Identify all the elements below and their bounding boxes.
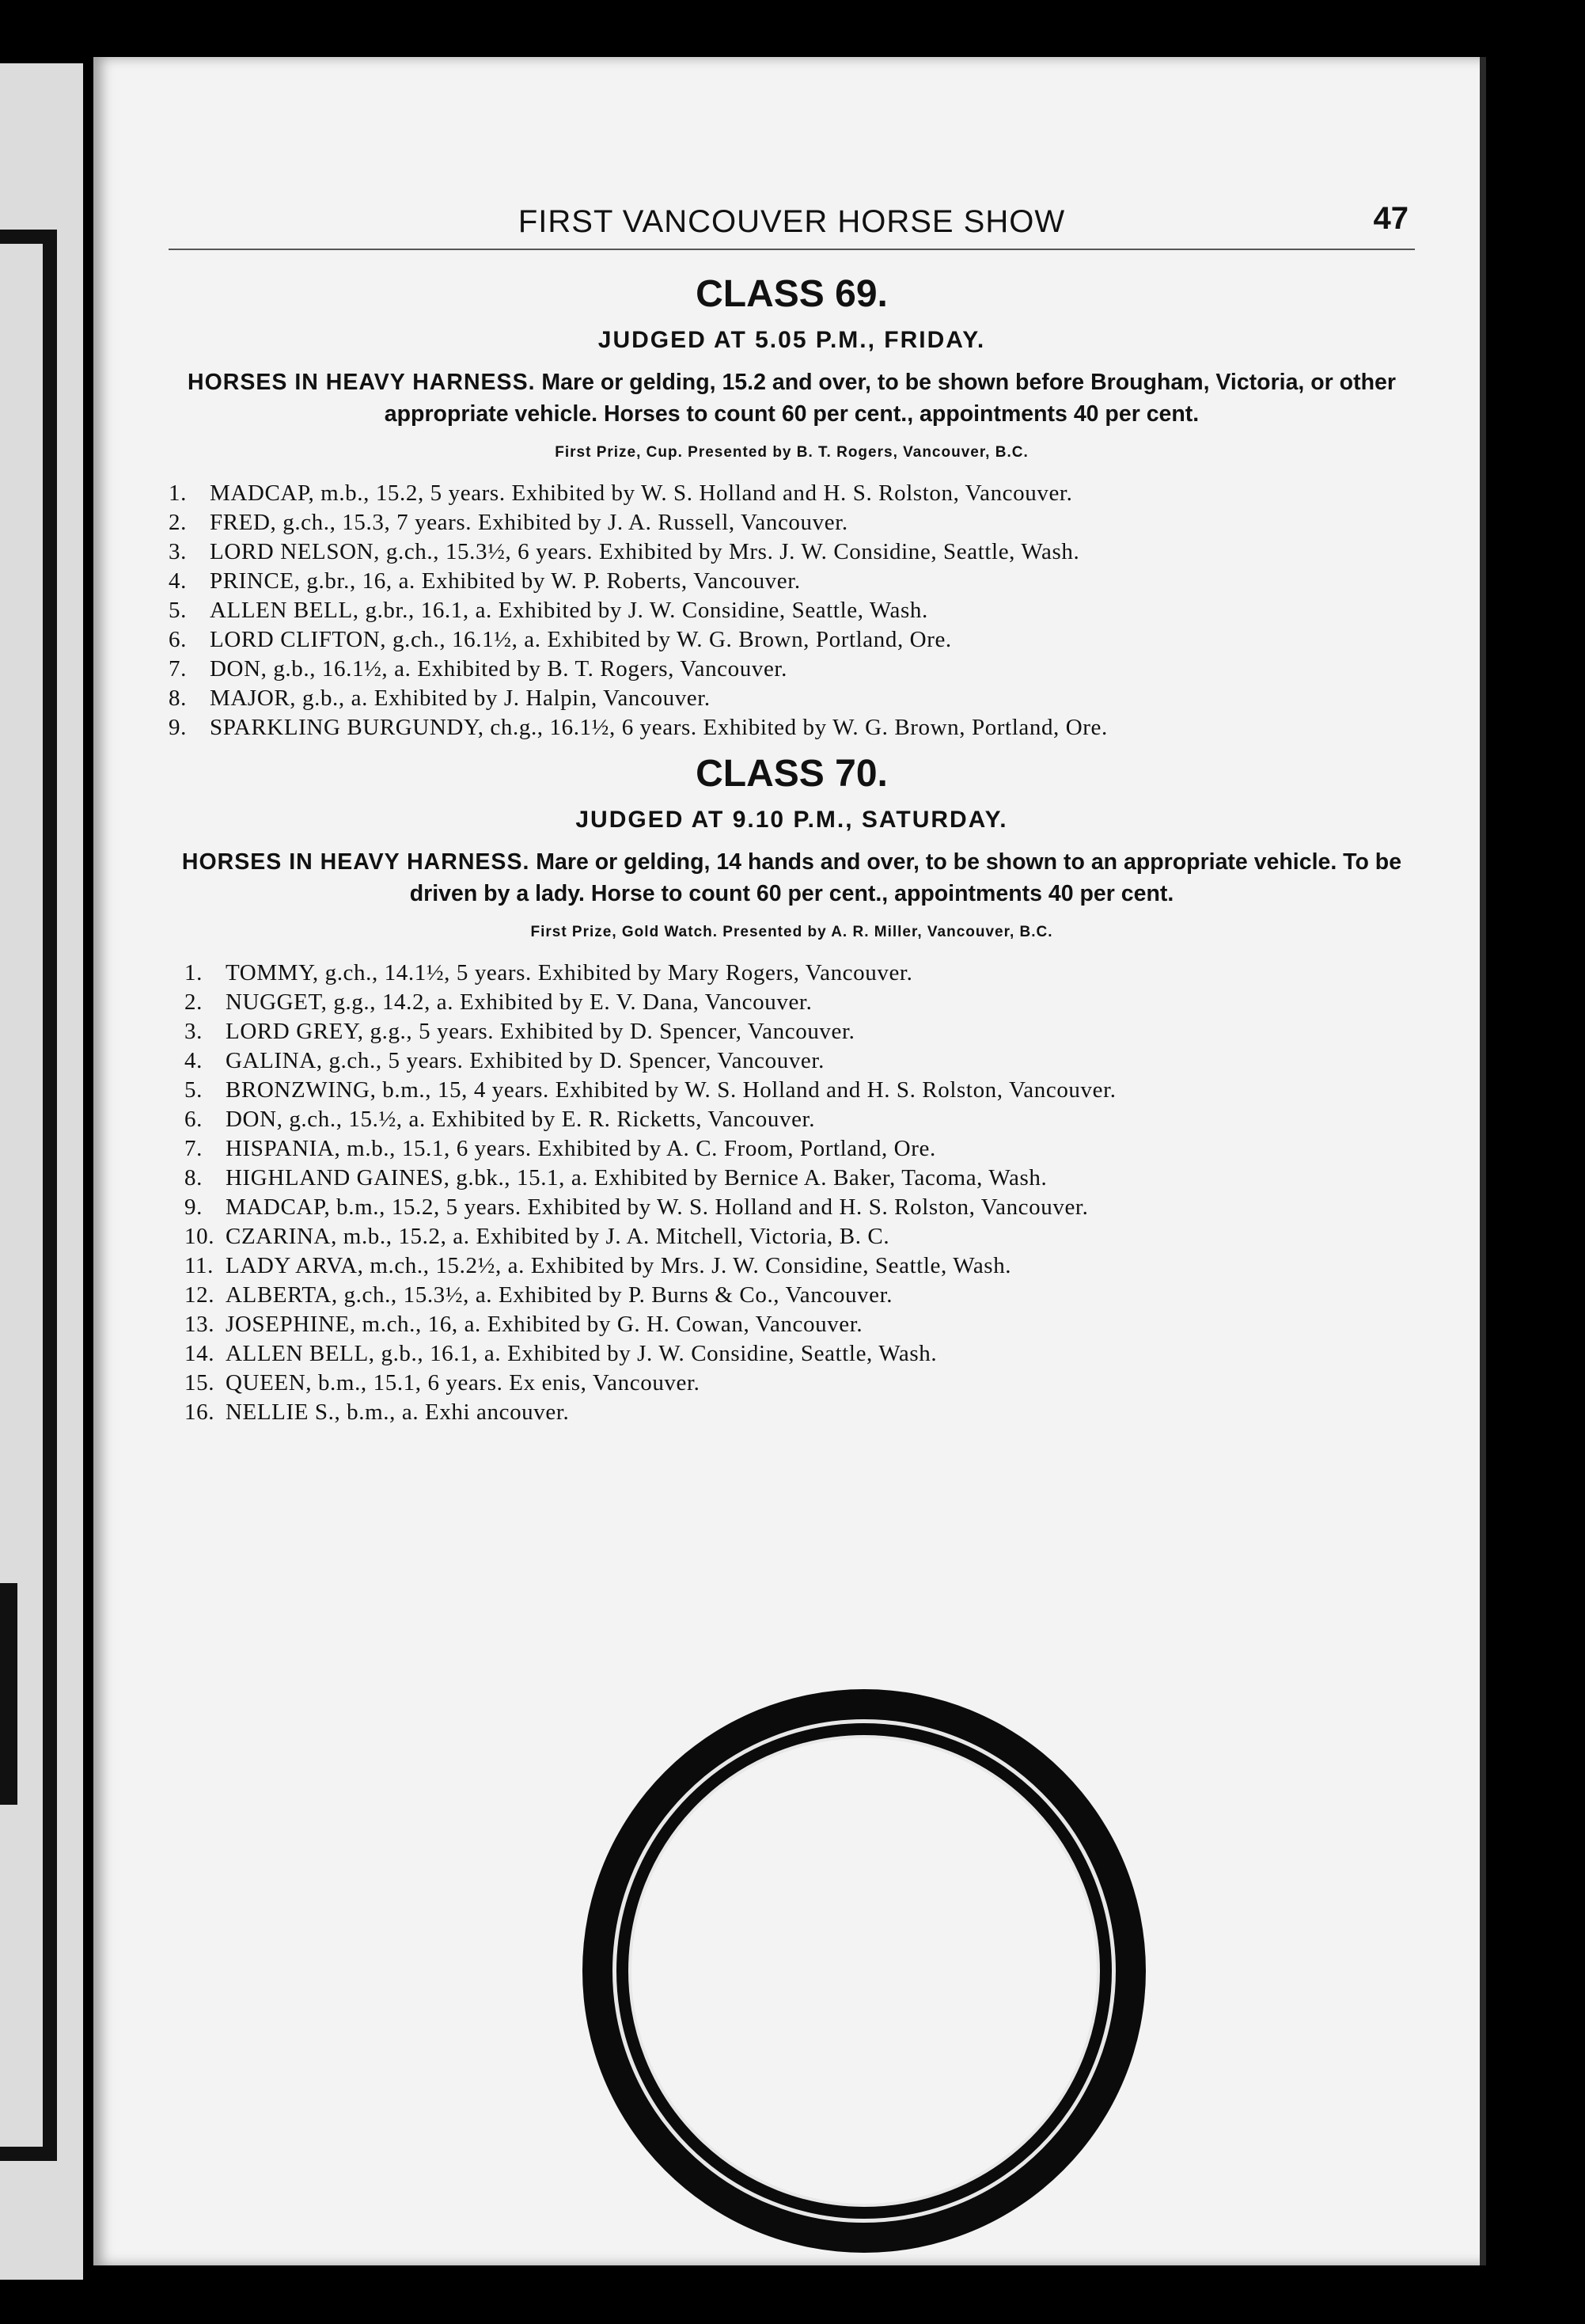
list-item (169, 1164, 1415, 1193)
list-item (169, 713, 1415, 742)
entry-number: 15. (184, 1370, 215, 1396)
entry-text: TOMMY, g.ch., 14.1½, 5 years. Exhibited by Mary Rogers, Vancouver. (226, 960, 913, 985)
class-description-lead: HORSES IN HEAVY HARNESS. (188, 370, 536, 395)
entry-text: ALBERTA, g.ch., 15.3½, a. Exhibited by P. Burns & Co., Vancouver. (226, 1282, 893, 1308)
entry-number: 16. (184, 1399, 215, 1425)
list-item (169, 1193, 1415, 1222)
class-description-text: Mare or gelding, 15.2 and over, to be shown before Brougham, Victoria, or other appropriate vehicle. Horses to count 60 per cent., appointments 40 per cent. (384, 370, 1396, 427)
judging-time: JUDGED AT 9.10 P.M., SATURDAY. (575, 807, 1008, 833)
list-item (169, 1017, 1415, 1046)
entry-number: 14. (184, 1341, 215, 1366)
list-item (169, 1398, 1415, 1427)
list-item (169, 655, 1415, 684)
list-item (169, 988, 1415, 1017)
class-heading: CLASS 70. (696, 753, 888, 795)
entry-text: LORD NELSON, g.ch., 15.3½, 6 years. Exhibited by Mrs. J. W. Considine, Seattle, Wash. (210, 539, 1080, 564)
entry-text: NELLIE S., b.m., a. Exhi ancouver. (226, 1399, 570, 1425)
entry-text: HIGHLAND GAINES, g.bk., 15.1, a. Exhibited by Bernice A. Baker, Tacoma, Wash. (226, 1165, 1048, 1190)
page-content (169, 199, 1415, 1427)
running-header (169, 199, 1415, 250)
list-item (169, 596, 1415, 625)
entry-list (169, 479, 1415, 742)
entry-text: ALLEN BELL, g.b., 16.1, a. Exhibited by J. W. Considine, Seattle, Wash. (226, 1341, 938, 1366)
entry-number: 9. (184, 1194, 203, 1220)
judging-time: JUDGED AT 5.05 P.M., FRIDAY. (597, 327, 986, 353)
adjacent-page-edge (0, 63, 83, 2280)
entry-number: 12. (184, 1282, 215, 1308)
entry-text: LORD GREY, g.g., 5 years. Exhibited by D. Spencer, Vancouver. (226, 1019, 855, 1044)
list-item (169, 959, 1415, 988)
entry-number: 5. (169, 598, 187, 623)
entry-text: PRINCE, g.br., 16, a. Exhibited by W. P. Roberts, Vancouver. (210, 568, 801, 594)
entry-number: 11. (184, 1253, 214, 1278)
list-item (169, 1076, 1415, 1105)
list-item (169, 1310, 1415, 1339)
entry-number: 4. (184, 1048, 203, 1073)
adjacent-page-ink-mark (0, 1583, 17, 1805)
page-edge-shadow (1480, 57, 1486, 2265)
entry-text: SPARKLING BURGUNDY, ch.g., 16.1½, 6 years. Exhibited by W. G. Brown, Portland, Ore. (210, 715, 1108, 740)
document-page (93, 57, 1486, 2265)
entry-text: JOSEPHINE, m.ch., 16, a. Exhibited by G. H. Cowan, Vancouver. (226, 1312, 863, 1337)
adjacent-page-border (0, 230, 57, 2161)
prize-line: First Prize, Gold Watch. Presented by A. R. Miller, Vancouver, B.C. (530, 924, 1053, 940)
entry-text: NUGGET, g.g., 14.2, a. Exhibited by E. V. Dana, Vancouver. (226, 989, 813, 1015)
entry-text: BRONZWING, b.m., 15, 4 years. Exhibited by W. S. Holland and H. S. Rolston, Vancouver. (226, 1077, 1117, 1103)
entry-number: 4. (169, 568, 187, 594)
stamp-inner-ring (628, 1735, 1100, 2207)
entry-number: 10. (184, 1224, 215, 1249)
list-item (169, 537, 1415, 567)
entry-number: 6. (169, 627, 187, 652)
entry-number: 2. (169, 510, 187, 535)
entry-text: FRED, g.ch., 15.3, 7 years. Exhibited by J. A. Russell, Vancouver. (210, 510, 848, 535)
entry-number: 13. (184, 1312, 215, 1337)
entry-text: DON, g.b., 16.1½, a. Exhibited by B. T. Rogers, Vancouver. (210, 656, 787, 682)
prize-line: First Prize, Cup. Presented by B. T. Rogers, Vancouver, B.C. (555, 444, 1029, 461)
entry-text: CZARINA, m.b., 15.2, a. Exhibited by J. A. Mitchell, Victoria, B. C. (226, 1224, 890, 1249)
page-number: 47 (1373, 201, 1409, 236)
entry-number: 6. (184, 1107, 203, 1132)
list-item (169, 1046, 1415, 1076)
class-description (169, 366, 1415, 430)
entry-number: 8. (184, 1165, 203, 1190)
list-item (169, 479, 1415, 508)
list-item (169, 508, 1415, 537)
class-description-lead: HORSES IN HEAVY HARNESS. (181, 849, 530, 875)
entry-number: 7. (169, 656, 187, 682)
entry-list (169, 959, 1415, 1427)
entry-number: 8. (169, 685, 187, 711)
class-heading: CLASS 69. (696, 273, 888, 315)
entry-number: 2. (184, 989, 203, 1015)
circular-stamp (582, 1689, 1146, 2253)
entry-number: 1. (184, 960, 203, 985)
entry-text: MADCAP, b.m., 15.2, 5 years. Exhibited by W. S. Holland and H. S. Rolston, Vancouver. (226, 1194, 1089, 1220)
list-item (169, 1134, 1415, 1164)
class-70-section (169, 752, 1415, 1427)
list-item (169, 1281, 1415, 1310)
entry-text: MADCAP, m.b., 15.2, 5 years. Exhibited by W. S. Holland and H. S. Rolston, Vancouver. (210, 480, 1073, 506)
entry-number: 7. (184, 1136, 203, 1161)
entry-text: QUEEN, b.m., 15.1, 6 years. Ex enis, Vancouver. (226, 1370, 700, 1396)
list-item (169, 1222, 1415, 1251)
running-title: FIRST VANCOUVER HORSE SHOW (518, 204, 1066, 239)
entry-text: ALLEN BELL, g.br., 16.1, a. Exhibited by J. W. Considine, Seattle, Wash. (210, 598, 928, 623)
entry-number: 3. (169, 539, 187, 564)
class-description-text: Mare or gelding, 14 hands and over, to be shown to an appropriate vehicle. To be driven by a lady. Horse to count 60 per cent., appointments 40 per cent. (409, 849, 1402, 906)
entry-text: MAJOR, g.b., a. Exhibited by J. Halpin, Vancouver. (210, 685, 711, 711)
list-item (169, 1105, 1415, 1134)
class-description (169, 846, 1415, 909)
entry-text: LADY ARVA, m.ch., 15.2½, a. Exhibited by Mrs. J. W. Considine, Seattle, Wash. (226, 1253, 1012, 1278)
entry-number: 9. (169, 715, 187, 740)
list-item (169, 625, 1415, 655)
entry-text: LORD CLIFTON, g.ch., 16.1½, a. Exhibited by W. G. Brown, Portland, Ore. (210, 627, 952, 652)
list-item (169, 1369, 1415, 1398)
list-item (169, 1339, 1415, 1369)
class-69-section (169, 272, 1415, 742)
entry-number: 5. (184, 1077, 203, 1103)
list-item (169, 684, 1415, 713)
entry-number: 1. (169, 480, 187, 506)
list-item (169, 567, 1415, 596)
entry-number: 3. (184, 1019, 203, 1044)
entry-text: HISPANIA, m.b., 15.1, 6 years. Exhibited by A. C. Froom, Portland, Ore. (226, 1136, 936, 1161)
entry-text: GALINA, g.ch., 5 years. Exhibited by D. Spencer, Vancouver. (226, 1048, 825, 1073)
entry-text: DON, g.ch., 15.½, a. Exhibited by E. R. Ricketts, Vancouver. (226, 1107, 816, 1132)
list-item (169, 1251, 1415, 1281)
